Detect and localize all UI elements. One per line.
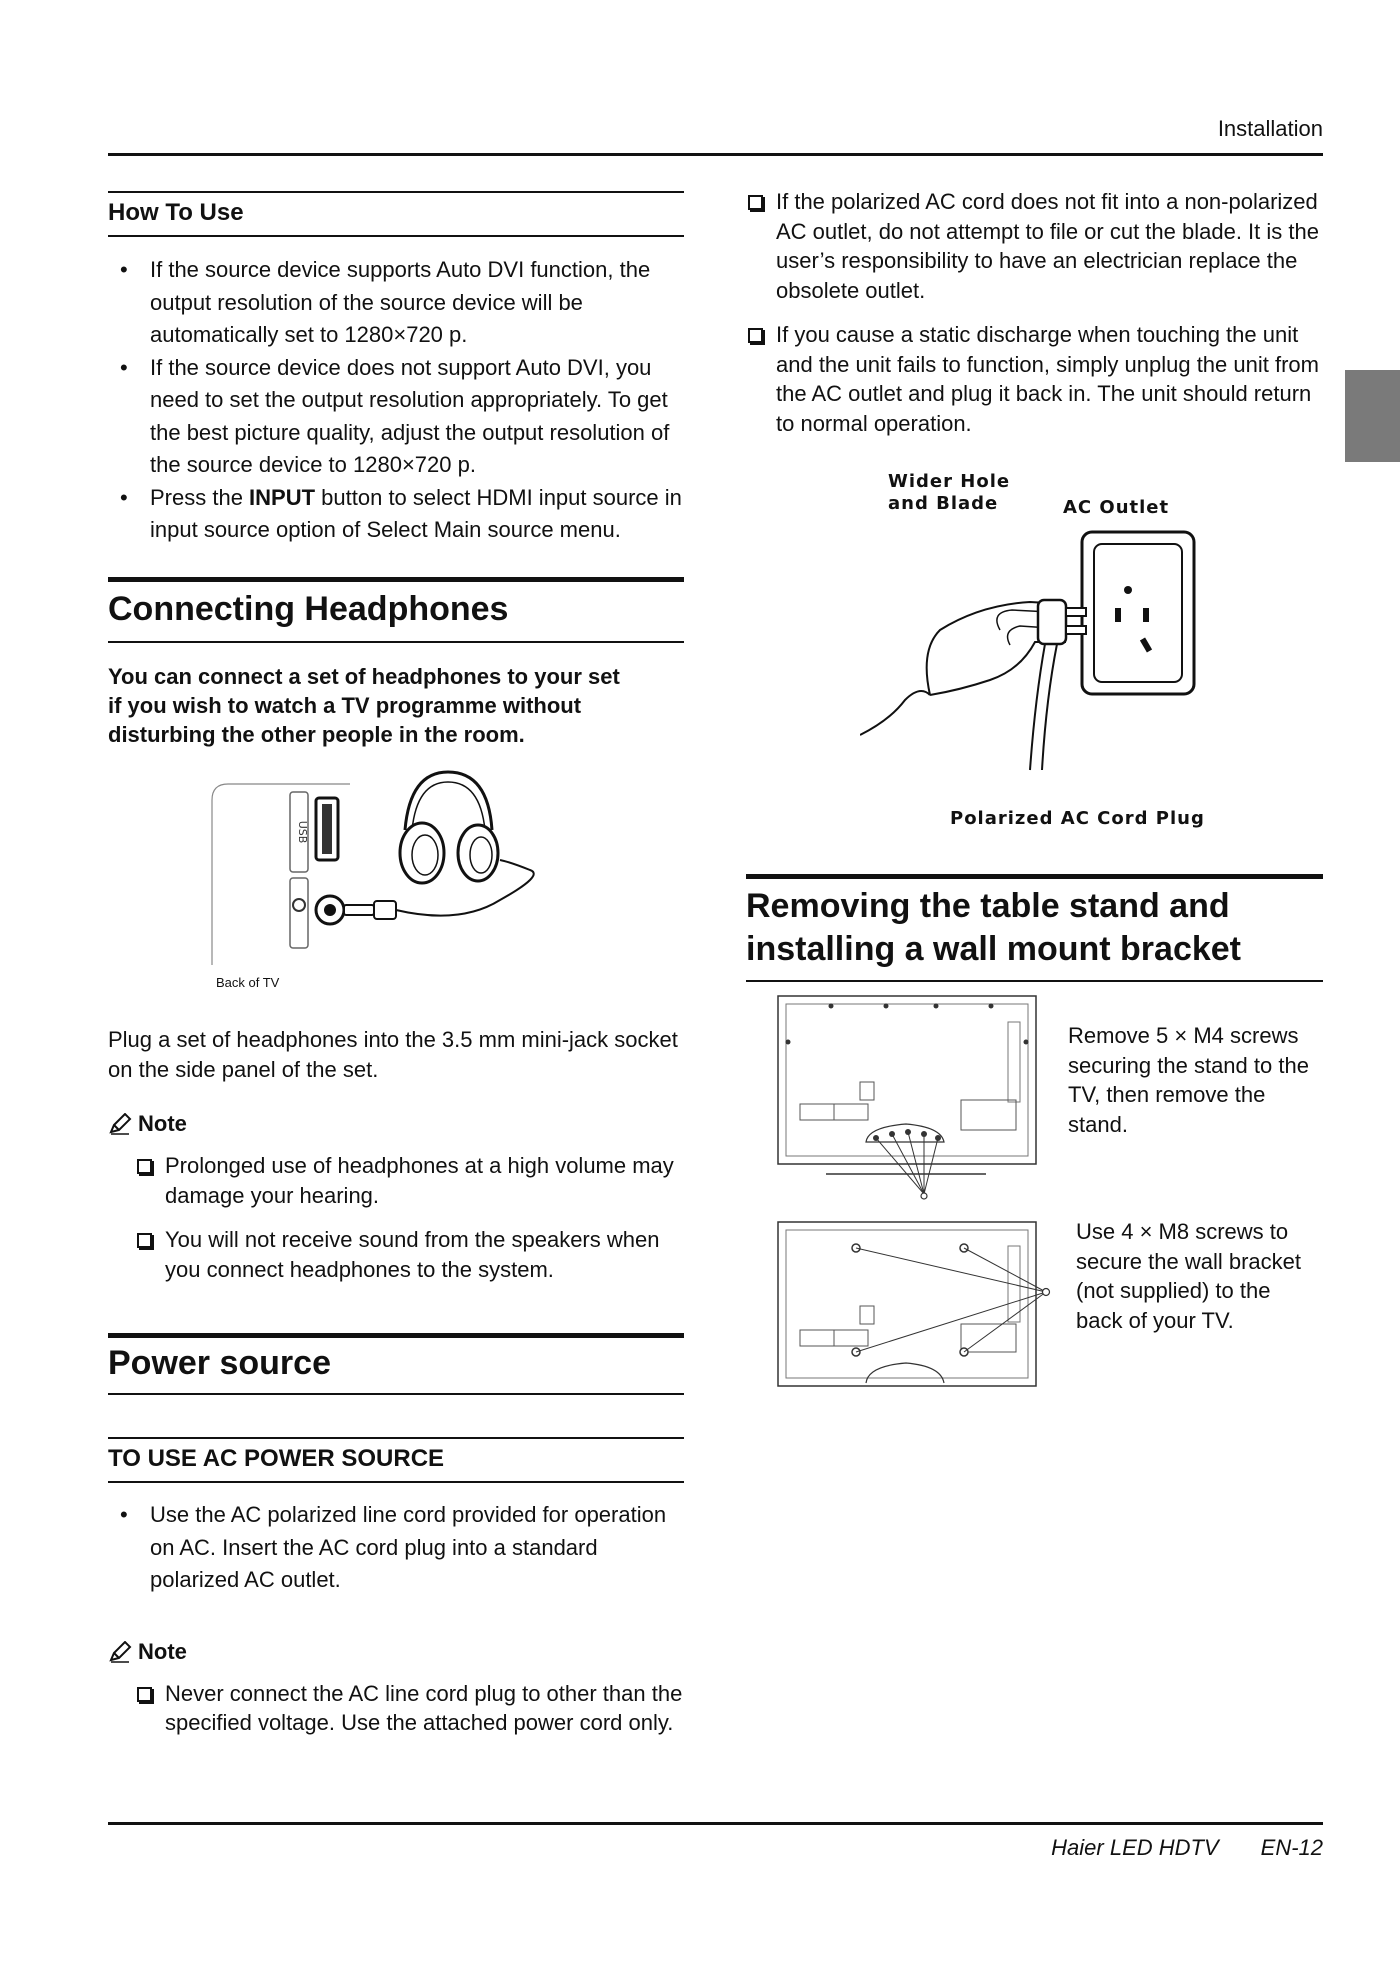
list-item: If the polarized AC cord does not fit into a non-polarized AC outlet, do not attempt to file or cut the blade. It is the user’s responsibility to have an electrician replace the obsolete outlet. — [746, 187, 1321, 305]
running-header: Installation — [1217, 116, 1323, 141]
list-item: • If the source device supports Auto DVI function, the output resolution of the source device will be automatically set to 1280×720 p. — [108, 254, 684, 352]
how-to-use-list — [108, 254, 684, 547]
wider-hole-line1: Wider Hole — [888, 471, 1011, 492]
wall-mount-step2: Use 4 × M8 screws to secure the wall bracket (not supplied) to the back of your TV. — [1076, 1219, 1301, 1333]
input-bullet-post: button to select HDMI input source in input source option of Select Main source menu. — [150, 484, 682, 542]
how-to-use-title: How To Use — [108, 191, 684, 237]
list-item: Prolonged use of headphones at a high volume may damage your hearing. — [135, 1151, 684, 1210]
power-notes-list — [108, 1679, 684, 1738]
right-notes-list — [746, 187, 1321, 438]
input-bullet-pre: Press the — [150, 484, 250, 510]
headphones-body-block — [108, 1025, 684, 1299]
headphones-title: Connecting Headphones — [108, 577, 684, 643]
list-item: You will not receive sound from the speakers when you connect headphones to the system. — [135, 1225, 684, 1284]
wall-mount-title-line1: Removing the table stand and — [746, 887, 1230, 925]
ac-power-title: TO USE AC POWER SOURCE — [108, 1437, 684, 1483]
right-notes-block — [746, 187, 1323, 453]
power-title: Power source — [108, 1333, 684, 1395]
headphones-section — [108, 577, 684, 749]
list-item: • Use the AC polarized line cord provided for operation on AC. Insert the AC cord plug into a standard polarized AC outlet. — [108, 1499, 684, 1597]
list-item: If you cause a static discharge when touching the unit and the unit fails to function, simply unplug the unit from the AC outlet and plug it back in. The unit should return to normal operation. — [746, 320, 1321, 438]
wider-hole-label — [888, 471, 1010, 515]
footer-rule — [108, 1822, 1323, 1825]
list-item: Never connect the AC line cord plug to other than the specified voltage. Use the attached power cord only. — [135, 1679, 684, 1738]
wall-mount-section — [746, 874, 1323, 982]
footer-product: Haier LED HDTV — [1051, 1835, 1219, 1860]
tv-back-stand-illustration — [776, 992, 1041, 1207]
figure-caption-back-of-tv: Back of TV — [216, 975, 280, 990]
wider-hole-line2: and Blade — [888, 493, 999, 514]
chapter-tab — [1345, 370, 1400, 462]
power-section — [108, 1333, 684, 1395]
how-to-use-section — [108, 191, 684, 547]
headphones-note-heading — [108, 1111, 684, 1137]
note-label: Note — [138, 1638, 187, 1664]
page-number: EN-12 — [1260, 1835, 1323, 1860]
note-label: Note — [138, 1111, 187, 1136]
outlet-plug-illustration — [860, 520, 1220, 780]
list-item — [108, 482, 684, 547]
pencil-icon — [108, 1113, 132, 1135]
headphones-intro: You can connect a set of headphones to your set if you wish to watch a TV programme without disturbing the other people in the room. — [108, 663, 620, 747]
headphones-body: Plug a set of headphones into the 3.5 mm mini-jack socket on the side panel of the set. — [108, 1027, 678, 1082]
ac-outlet-label: AC Outlet — [1063, 497, 1170, 518]
pencil-icon — [108, 1641, 132, 1663]
input-button-name: INPUT — [249, 484, 316, 510]
wall-mount-title — [746, 874, 1323, 982]
ac-power-subsection — [108, 1437, 684, 1753]
ac-outlet-figure — [860, 465, 1220, 835]
headphones-figure — [200, 770, 560, 1000]
headphones-illustration — [200, 770, 560, 1000]
power-note-heading — [108, 1639, 684, 1665]
page-footer — [1051, 1835, 1323, 1861]
ac-power-list — [108, 1499, 684, 1597]
polarized-plug-caption: Polarized AC Cord Plug — [950, 808, 1205, 829]
usb-label: USB — [296, 820, 309, 844]
list-item: • If the source device does not support Auto DVI, you need to set the output resolution appropriately. To get the best picture quality, adjust the output resolution of the source device to 1280×720 p. — [108, 352, 684, 482]
header-rule — [108, 153, 1323, 156]
tv-back-bracket-illustration — [776, 1218, 1056, 1390]
wall-mount-step1: Remove 5 × M4 screws securing the stand to the TV, then remove the stand. — [1068, 1023, 1309, 1137]
headphones-notes-list — [108, 1151, 684, 1284]
wall-mount-title-line2: installing a wall mount bracket — [746, 929, 1241, 968]
